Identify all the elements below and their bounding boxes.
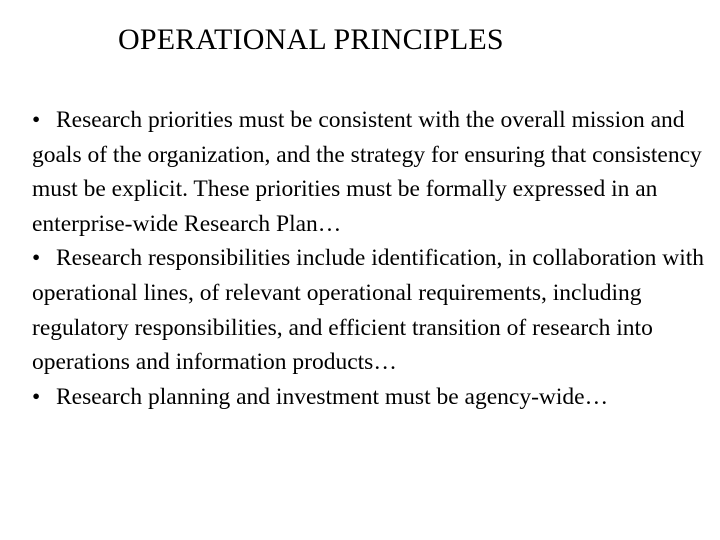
bullet-item bbox=[32, 380, 712, 415]
bullet-text: Research priorities must be consistent with the overall mission and goals of the organization, and the strategy for ensuring that consistency must be explicit. These priorities must be formally expressed in an enterprise-wide Research Plan… bbox=[32, 107, 702, 237]
bullet-item bbox=[32, 103, 712, 241]
bullet-marker: • bbox=[32, 383, 41, 410]
bullet-list bbox=[32, 103, 712, 414]
bullet-marker: • bbox=[32, 245, 41, 272]
slide-title: OPERATIONAL PRINCIPLES bbox=[118, 23, 504, 56]
bullet-item bbox=[32, 241, 712, 379]
bullet-text: Research planning and investment must be agency-wide… bbox=[56, 383, 609, 410]
bullet-marker: • bbox=[32, 107, 41, 133]
bullet-text: Research responsibilities include identification, in collaboration with operational lines, of relevant operational requirements, including regulatory responsibilities, and efficient transition of research into operations and information products… bbox=[32, 245, 705, 376]
